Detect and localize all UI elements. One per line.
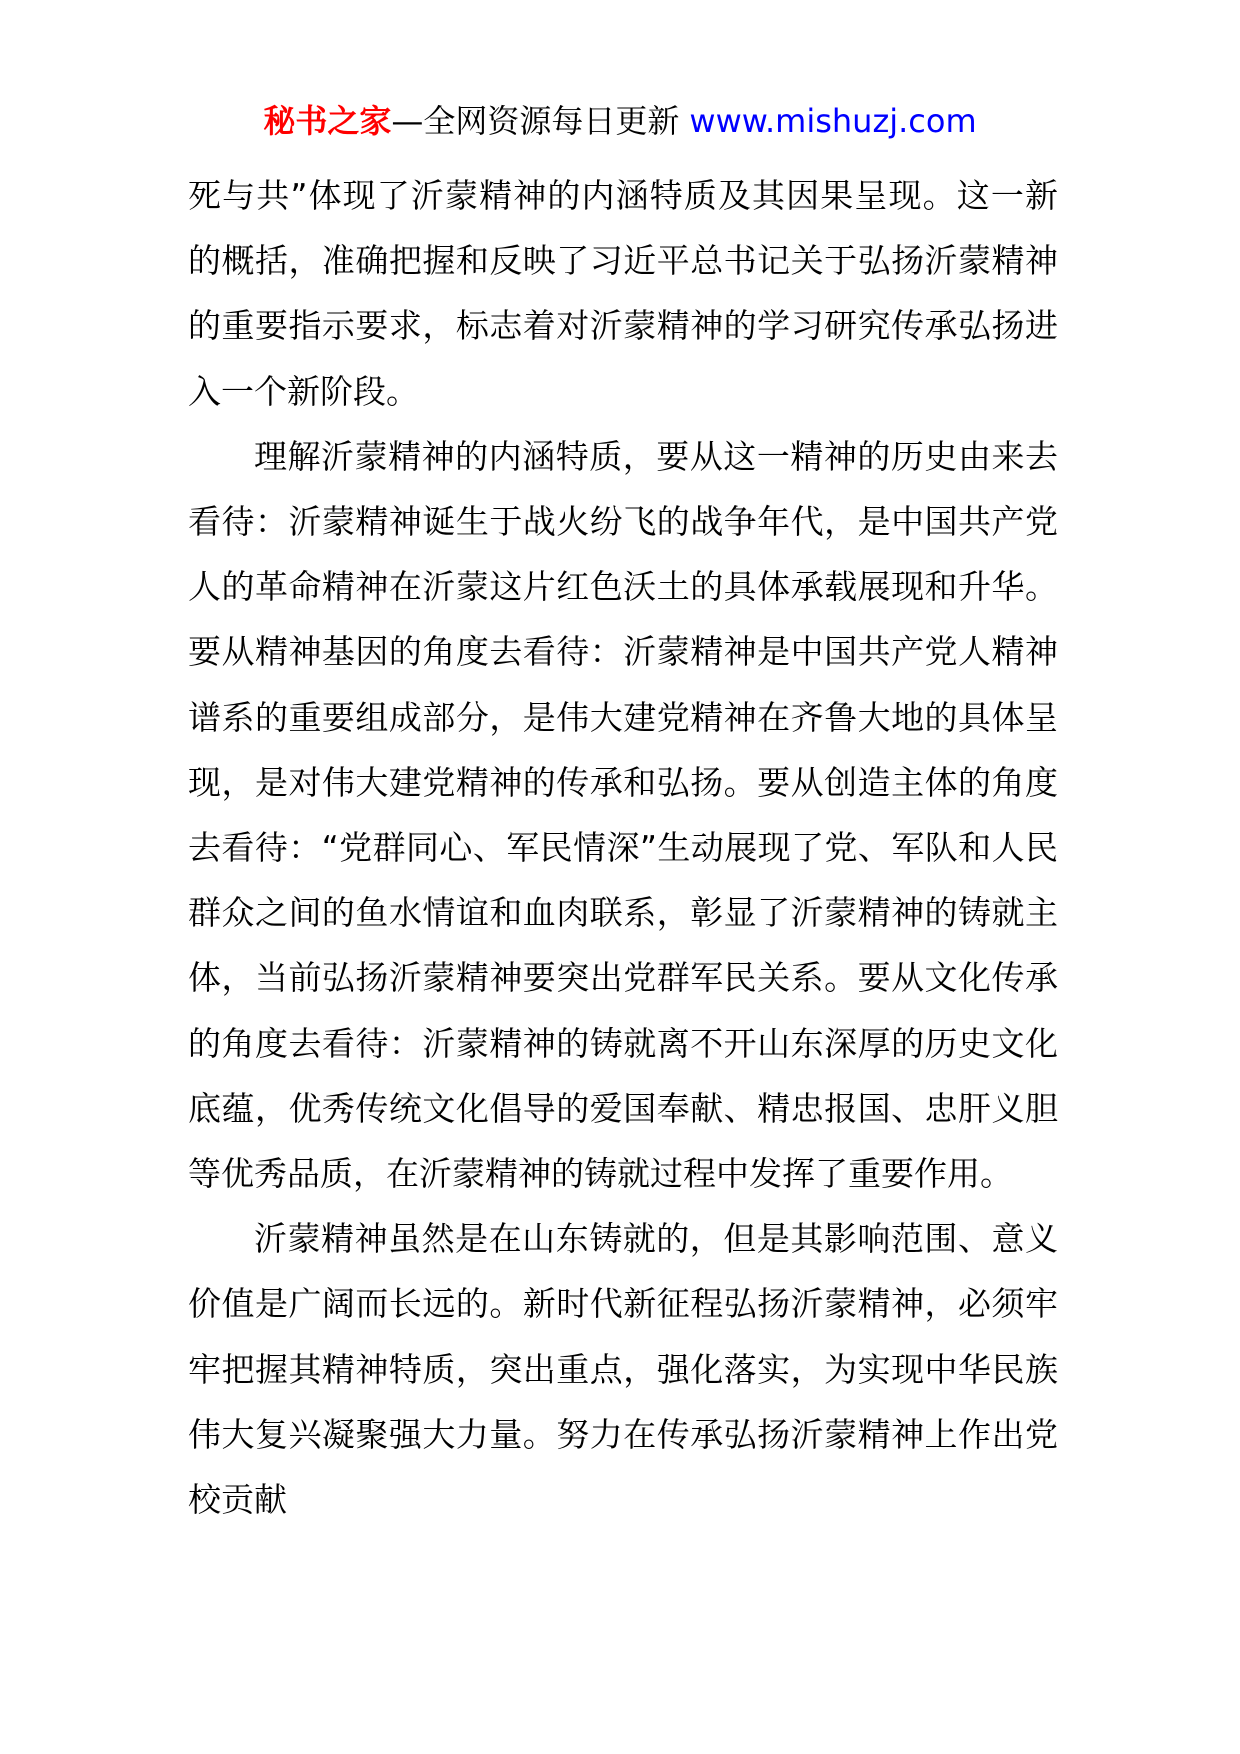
header-brand: 秘书之家 (263, 102, 392, 140)
page-header (0, 98, 1240, 144)
header-url-link[interactable]: www.mishuzj.com (689, 102, 977, 140)
paragraph-3: 沂蒙精神虽然是在山东铸就的，但是其影响范围、意义价值是广阔而长远的。新时代新征程弘扬沂蒙精神，必须牢牢把握其精神特质，突出重点，强化落实，为实现中华民族伟大复兴凝聚强大力量。努力在传承弘扬沂蒙精神上作出党校贡献 (188, 1219, 1058, 1520)
paragraph-2: 理解沂蒙精神的内涵特质，要从这一精神的历史由来去看待：沂蒙精神诞生于战火纷飞的战争年代，是中国共产党人的革命精神在沂蒙这片红色沃土的具体承载展现和升华。要从精神基因的角度去看待：沂蒙精神是中国共产党人精神谱系的重要组成部分，是伟大建党精神在齐鲁大地的具体呈现，是对伟大建党精神的传承和弘扬。要从创造主体的角度去看待：“党群同心、军民情深”生动展现了党、军队和人民群众之间的鱼水情谊和血肉联系，彰显了沂蒙精神的铸就主体，当前弘扬沂蒙精神要突出党群军民关系。要从文化传承的角度去看待：沂蒙精神的铸就离不开山东深厚的历史文化底蕴，优秀传统文化倡导的爱国奉献、精忠报国、忠肝义胆等优秀品质，在沂蒙精神的铸就过程中发挥了重要作用。 (188, 436, 1058, 1194)
document-body (188, 163, 1058, 1532)
header-tagline: —全网资源每日更新 (391, 102, 680, 140)
paragraph-1: 死与共”体现了沂蒙精神的内涵特质及其因果呈现。这一新的概括，准确把握和反映了习近平总书记关于弘扬沂蒙精神的重要指示要求，标志着对沂蒙精神的学习研究传承弘扬进入一个新阶段。 (188, 176, 1058, 411)
